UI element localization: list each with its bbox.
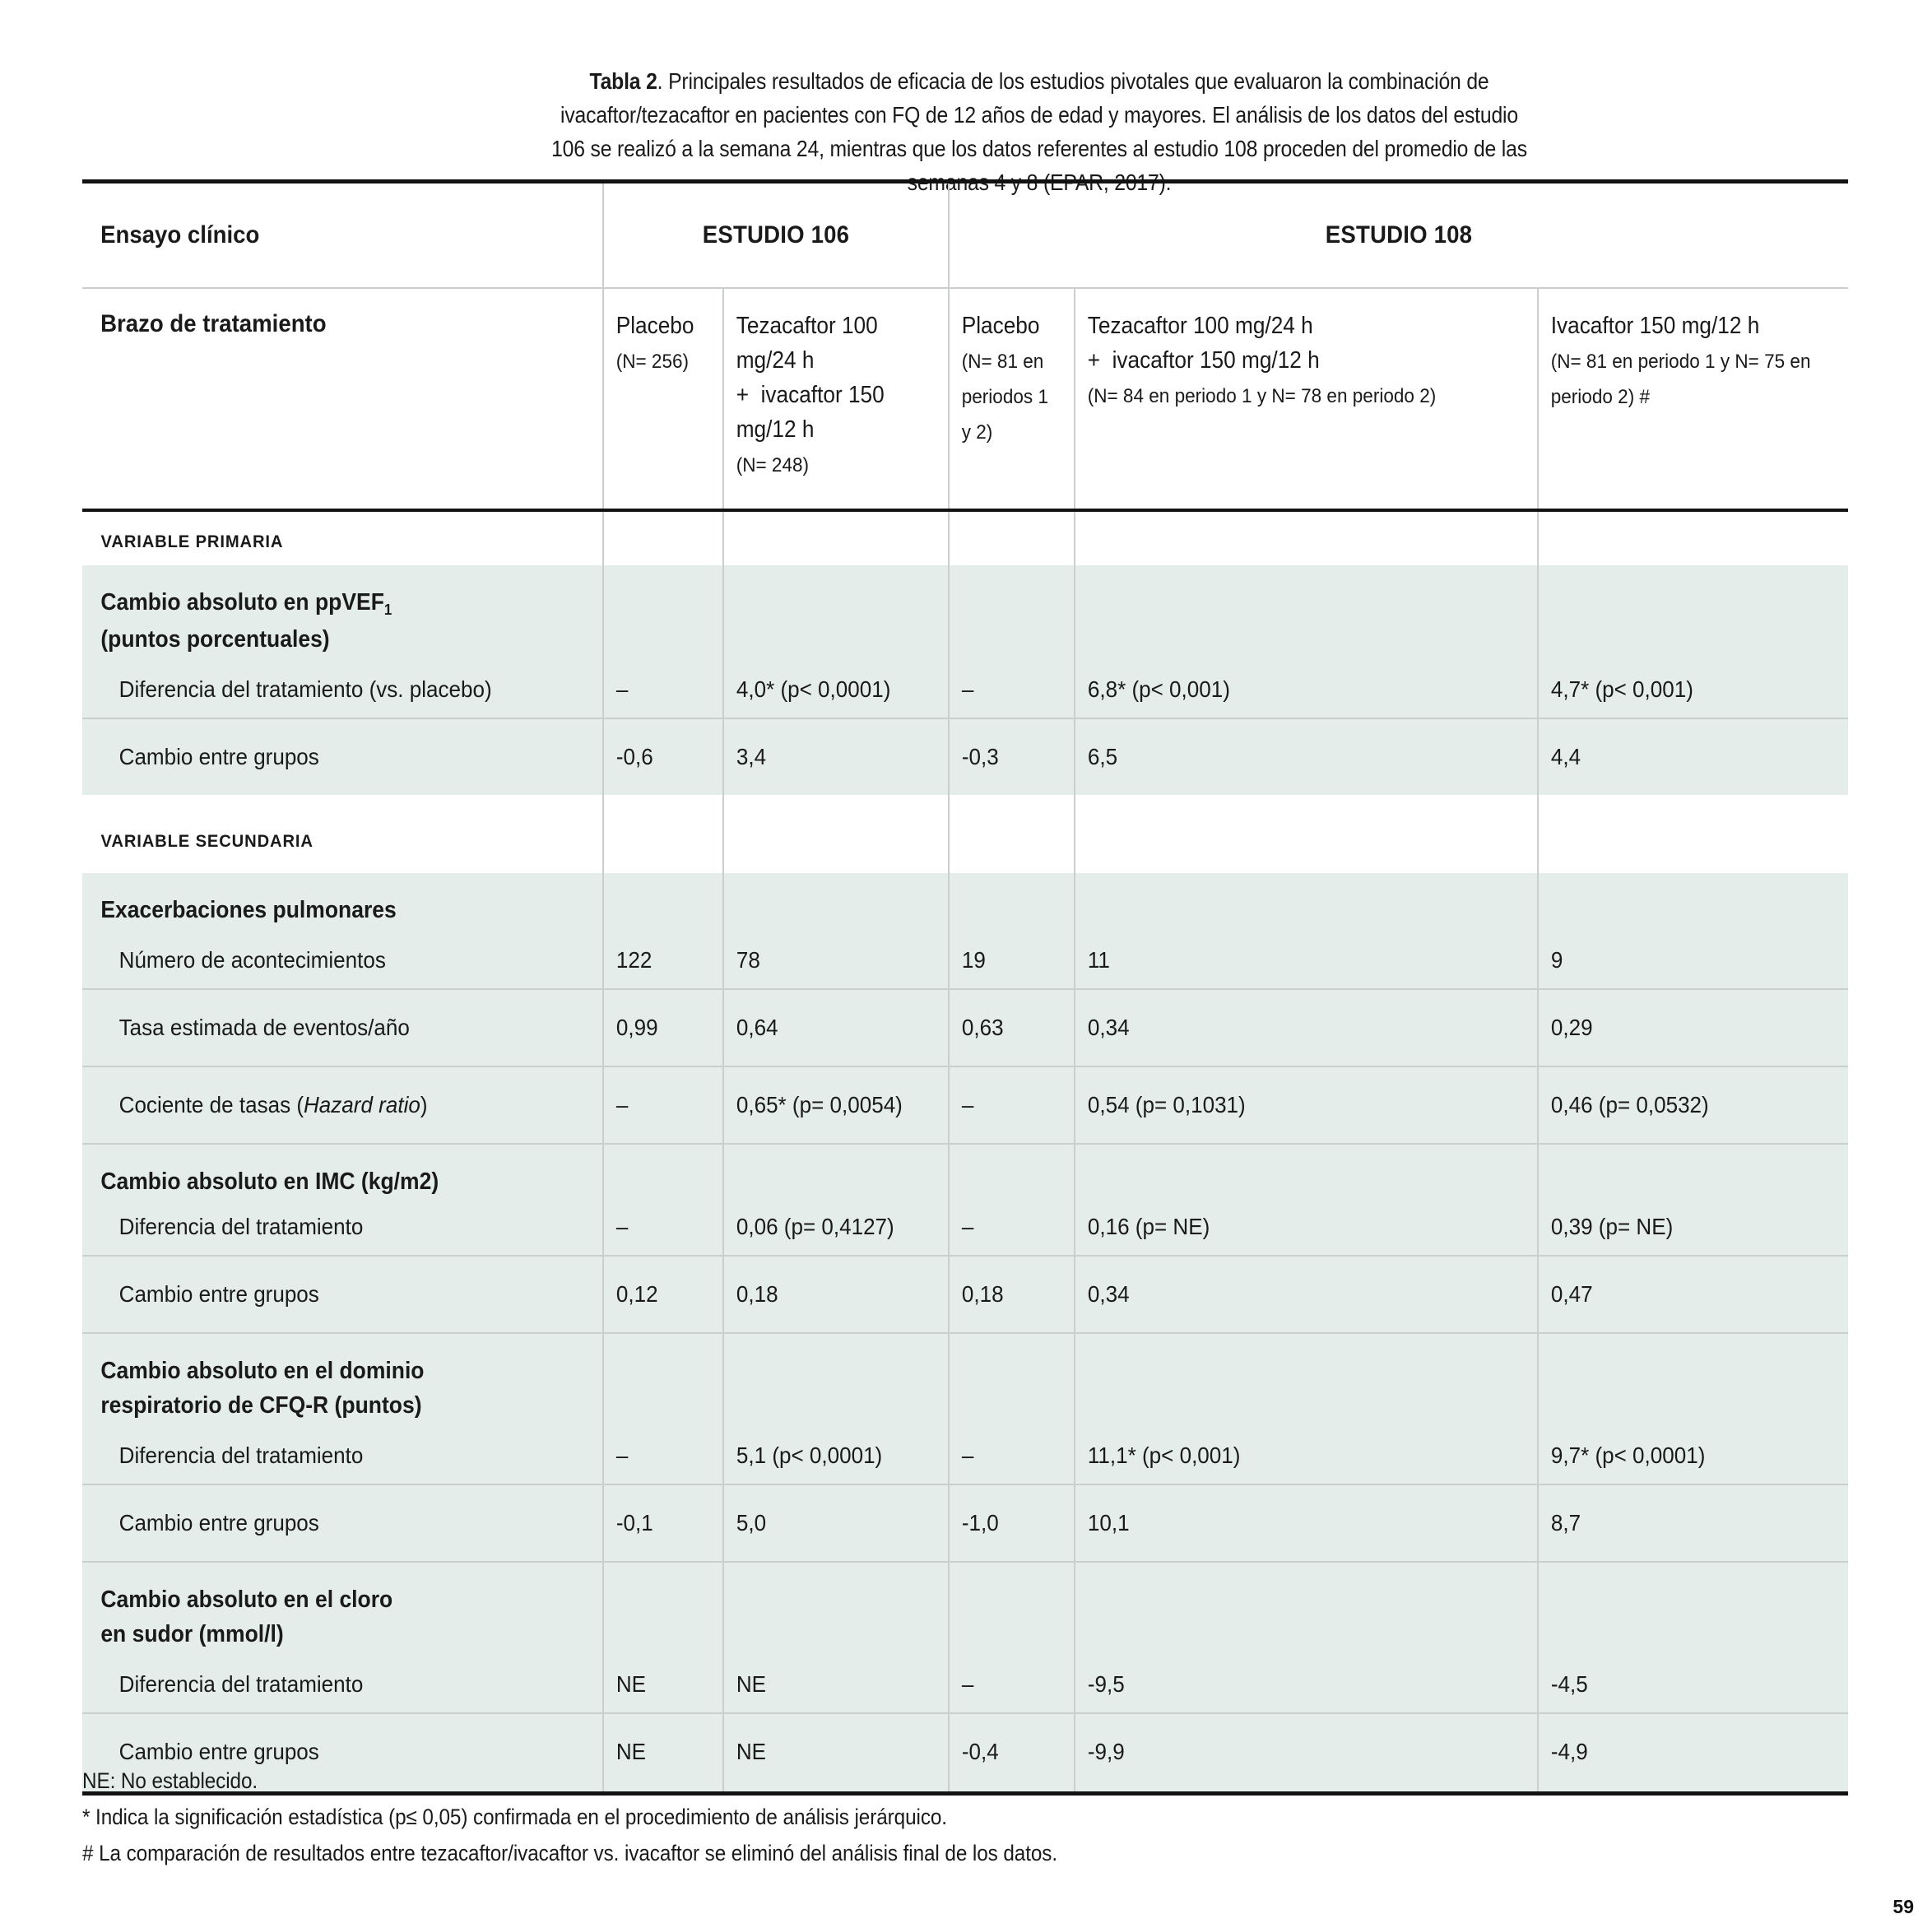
row-label-cell — [82, 718, 603, 795]
spacer-cell — [1075, 1333, 1538, 1428]
spacer-cell — [603, 1144, 723, 1199]
row-value-cell — [949, 1066, 1075, 1144]
row-value: – — [615, 676, 629, 702]
row-value: -1,0 — [961, 1510, 999, 1535]
section-heading-primaria: VARIABLE PRIMARIA — [82, 512, 571, 565]
row-label-cell — [82, 932, 603, 989]
arm-1-name: Tezacaftor 100 mg/24 h + ivacaftor 150 mg/12 h — [736, 313, 885, 443]
row-value: NE — [615, 1739, 647, 1764]
table-row — [82, 1256, 1848, 1333]
row-value: NE — [736, 1739, 767, 1764]
spacer-cell — [603, 565, 723, 662]
row-label: Diferencia del tratamiento (vs. placebo) — [118, 676, 492, 702]
spacer-cell — [1538, 510, 1848, 565]
row-value: 4,0* (p< 0,0001) — [736, 676, 891, 702]
study-108-label: ESTUDIO 108 — [1325, 221, 1473, 249]
row-value: 3,4 — [736, 744, 767, 769]
row-value-cell — [723, 1656, 949, 1713]
arm-3-n: (N= 84 en periodo 1 y N= 78 en periodo 2) — [1087, 385, 1437, 407]
row-value: – — [961, 1214, 974, 1239]
arm-cell-2 — [949, 288, 1075, 510]
row-value-cell — [723, 1199, 949, 1256]
spacer-cell — [603, 510, 723, 565]
spacer-cell — [1075, 510, 1538, 565]
section-heading-row-primaria — [82, 510, 1848, 565]
row-value: 0,34 — [1087, 1015, 1130, 1040]
page-number: 59 — [1893, 1896, 1914, 1917]
row-value-cell — [1075, 1656, 1538, 1713]
spacer-cell — [1075, 795, 1538, 873]
row-value-cell — [1075, 1484, 1538, 1562]
group-title-row-imc — [82, 1144, 1848, 1199]
row-value: 8,7 — [1550, 1510, 1581, 1535]
row-value-cell — [1538, 989, 1848, 1066]
row-value: 9,7* (p< 0,0001) — [1550, 1443, 1706, 1468]
spacer-cell — [1075, 565, 1538, 662]
row-label-prefix: Cociente de tasas ( — [118, 1092, 304, 1117]
row-value: 6,8* (p< 0,001) — [1087, 676, 1230, 702]
spacer-cell — [1538, 873, 1848, 932]
arm-4-name: Ivacaftor 150 mg/12 h — [1550, 313, 1760, 339]
group-title-cell — [82, 873, 603, 932]
row-label-cell — [82, 1656, 603, 1713]
row-label: Número de acontecimientos — [118, 947, 386, 973]
row-value: 5,0 — [736, 1510, 767, 1535]
row-value: -0,6 — [615, 744, 653, 769]
section-heading-secundaria: VARIABLE SECUNDARIA — [82, 795, 571, 873]
row-value: – — [961, 1443, 974, 1468]
row-label-cell — [82, 1199, 603, 1256]
row-value: NE — [615, 1671, 647, 1697]
arm-0-n: (N= 256) — [615, 351, 690, 373]
ensayo-clinico-label: Ensayo clínico — [100, 221, 260, 249]
row-value-cell — [1075, 932, 1538, 989]
row-value-cell — [1538, 1066, 1848, 1144]
brazo-tratamiento-label: Brazo de tratamiento — [100, 310, 327, 337]
row-value-cell — [723, 1484, 949, 1562]
arm-cell-4 — [1538, 288, 1848, 510]
row-value-cell — [949, 989, 1075, 1066]
row-value-cell — [949, 662, 1075, 718]
arm-2-name: Placebo — [961, 313, 1040, 339]
row-value-cell — [1538, 1428, 1848, 1484]
row-label: Diferencia del tratamiento — [118, 1671, 364, 1697]
row-value: 5,1 (p< 0,0001) — [736, 1443, 883, 1468]
row-label: Diferencia del tratamiento — [118, 1214, 364, 1239]
row-value: -0,4 — [961, 1739, 999, 1764]
spacer-cell — [949, 1562, 1075, 1656]
arm-cell-0 — [603, 288, 723, 510]
spacer-cell — [603, 1333, 723, 1428]
row-value: -9,5 — [1087, 1671, 1125, 1697]
spacer-cell — [723, 795, 949, 873]
spacer-cell — [723, 1144, 949, 1199]
row-value: 78 — [736, 947, 760, 973]
study-106-label: ESTUDIO 106 — [702, 221, 850, 249]
row-value: – — [615, 1214, 629, 1239]
group-title-cloro-line2: en sudor (mmol/l) — [100, 1621, 284, 1647]
row-value: 11,1* (p< 0,001) — [1087, 1443, 1241, 1468]
row-value-cell — [1075, 1428, 1538, 1484]
row-value-cell — [1538, 932, 1848, 989]
row-label-suffix: ) — [420, 1092, 428, 1117]
table-row — [82, 662, 1848, 718]
arm-1-n: (N= 248) — [736, 454, 810, 476]
row-value: 0,34 — [1087, 1281, 1130, 1307]
group-title-row-ppvef1 — [82, 565, 1848, 662]
row-value-cell — [723, 1428, 949, 1484]
row-value-cell — [1075, 1066, 1538, 1144]
spacer-cell — [1538, 795, 1848, 873]
study-106-header — [603, 182, 949, 289]
table-row — [82, 718, 1848, 795]
row-value: 0,63 — [961, 1015, 1004, 1040]
group-title-ppvef1-line1: Cambio absoluto en ppVEF — [100, 589, 384, 616]
row-value-cell — [603, 1428, 723, 1484]
spacer-cell — [949, 1333, 1075, 1428]
row-label: Tasa estimada de eventos/año — [118, 1015, 410, 1040]
table-row — [82, 1428, 1848, 1484]
table-row — [82, 1484, 1848, 1562]
row-value: – — [961, 1671, 974, 1697]
row-value: NE — [736, 1671, 767, 1697]
row-value-cell — [1075, 1199, 1538, 1256]
table-row — [82, 989, 1848, 1066]
row-value: 0,64 — [736, 1015, 778, 1040]
row-value-cell — [603, 1256, 723, 1333]
row-label: Cambio entre grupos — [118, 1739, 319, 1764]
row-label-cell — [82, 1428, 603, 1484]
row-value: 10,1 — [1087, 1510, 1130, 1535]
row-value-cell — [1538, 718, 1848, 795]
spacer-cell — [603, 795, 723, 873]
table-header-arms — [82, 288, 1848, 510]
row-value: – — [961, 1092, 974, 1117]
row-value-cell — [723, 1256, 949, 1333]
caption-label: Tabla 2 — [589, 68, 657, 94]
spacer-cell — [603, 873, 723, 932]
arm-row-label-cell — [82, 288, 603, 510]
row-value-cell — [603, 989, 723, 1066]
row-value-cell — [723, 989, 949, 1066]
row-value: 6,5 — [1087, 744, 1118, 769]
row-value-cell — [723, 932, 949, 989]
row-value: 0,18 — [736, 1281, 778, 1307]
row-value: 0,65* (p= 0,0054) — [736, 1092, 903, 1117]
table-row — [82, 1066, 1848, 1144]
row-value: 0,12 — [615, 1281, 658, 1307]
row-value: 4,4 — [1550, 744, 1581, 769]
arm-4-n: (N= 81 en periodo 1 y N= 75 en periodo 2) # — [1550, 351, 1811, 408]
row-value: -0,1 — [615, 1510, 653, 1535]
spacer-cell — [603, 1562, 723, 1656]
row-value: – — [615, 1443, 629, 1468]
arm-0-name: Placebo — [615, 313, 694, 339]
group-title-ppvef1-subscript: 1 — [383, 601, 392, 618]
row-label: Cambio entre grupos — [118, 1510, 319, 1535]
spacer-cell — [723, 565, 949, 662]
group-title-cloro-line1: Cambio absoluto en el cloro — [100, 1587, 393, 1613]
row-value-cell — [1538, 1656, 1848, 1713]
arm-3-name: Tezacaftor 100 mg/24 h + ivacaftor 150 mg/12 h — [1087, 313, 1320, 374]
row-label: Cambio entre grupos — [118, 1281, 319, 1307]
row-value-cell — [1075, 1256, 1538, 1333]
spacer-cell — [949, 795, 1075, 873]
row-value-cell — [1075, 989, 1538, 1066]
row-value-cell — [603, 1656, 723, 1713]
group-title-cell — [82, 1562, 603, 1656]
row-value-cell — [949, 1199, 1075, 1256]
row-value: – — [615, 1092, 629, 1117]
caption-text: . Principales resultados de eficacia de los estudios pivotales que evaluaron la combinación de ivacaftor/tezacaftor en pacientes con FQ de 12 años de edad y mayores. El análisis de los datos del estudio 106 se realizó a la semana 24, mientras que los datos referentes al estudio 108 proceden del promedio de las semanas 4 y 8 (EPAR, 2017). — [551, 68, 1527, 195]
row-value-cell — [723, 1066, 949, 1144]
row-value-cell — [603, 662, 723, 718]
group-title-cfqr-line2: respiratorio de CFQ-R (puntos) — [100, 1392, 422, 1419]
row-label-cell — [82, 1256, 603, 1333]
row-label-italic: Hazard ratio — [304, 1092, 420, 1117]
group-title-exacerbaciones: Exacerbaciones pulmonares — [100, 897, 397, 923]
spacer-cell — [723, 1562, 949, 1656]
row-value-cell — [1538, 1484, 1848, 1562]
results-table — [82, 179, 1848, 1796]
spacer-cell — [1075, 1562, 1538, 1656]
row-value-cell — [603, 718, 723, 795]
spacer-cell — [723, 510, 949, 565]
section-heading-cell — [82, 510, 603, 565]
row-value: 0,47 — [1550, 1281, 1593, 1307]
arm-cell-3 — [1075, 288, 1538, 510]
row-value-cell — [723, 662, 949, 718]
spacer-cell — [1075, 1144, 1538, 1199]
row-value-cell — [1538, 1199, 1848, 1256]
spacer-cell — [1538, 1144, 1848, 1199]
row-label-cell — [82, 989, 603, 1066]
group-title-imc: Cambio absoluto en IMC (kg/m2) — [100, 1168, 439, 1195]
row-value: 0,16 (p= NE) — [1087, 1214, 1210, 1239]
group-title-cfqr-line1: Cambio absoluto en el dominio — [100, 1358, 425, 1384]
row-value: 19 — [961, 947, 986, 973]
section-heading-row-secundaria — [82, 795, 1848, 873]
group-title-ppvef1-line2: (puntos porcentuales) — [100, 626, 330, 653]
spacer-cell — [723, 1333, 949, 1428]
row-value: 9 — [1550, 947, 1563, 973]
header-row-label-cell — [82, 182, 603, 289]
row-value-cell — [603, 1199, 723, 1256]
footnote-asterisk: * Indica la significación estadística (p≤ 0,05) confirmada en el procedimiento de análisis jerárquico. — [82, 1805, 947, 1829]
row-value-cell — [603, 1066, 723, 1144]
row-value: 0,39 (p= NE) — [1550, 1214, 1674, 1239]
spacer-cell — [949, 510, 1075, 565]
spacer-cell — [949, 565, 1075, 662]
group-title-row-cfqr — [82, 1333, 1848, 1428]
row-value-cell — [949, 1428, 1075, 1484]
row-value: 0,18 — [961, 1281, 1004, 1307]
study-108-header — [949, 182, 1848, 289]
row-value: -4,9 — [1550, 1739, 1588, 1764]
group-title-row-exacerbaciones — [82, 873, 1848, 932]
table-row — [82, 932, 1848, 989]
row-value-cell — [949, 1484, 1075, 1562]
spacer-cell — [1538, 1333, 1848, 1428]
row-value: 0,29 — [1550, 1015, 1593, 1040]
row-label-cell — [82, 1484, 603, 1562]
row-value-cell — [949, 1256, 1075, 1333]
footnote-hash: # La comparación de resultados entre tezacaftor/ivacaftor vs. ivacaftor se eliminó del análisis final de los datos. — [82, 1841, 1058, 1865]
table-footnotes — [82, 1763, 1637, 1871]
table-row — [82, 1656, 1848, 1713]
table-header-studies — [82, 182, 1848, 289]
row-value: 0,46 (p= 0,0532) — [1550, 1092, 1709, 1117]
row-value: -9,9 — [1087, 1739, 1125, 1764]
row-value-cell — [603, 1484, 723, 1562]
row-value: 0,99 — [615, 1015, 658, 1040]
row-label: Cambio entre grupos — [118, 744, 319, 769]
row-value-cell — [1075, 718, 1538, 795]
spacer-cell — [1538, 565, 1848, 662]
results-table-wrapper — [82, 179, 1848, 1796]
row-value-cell — [949, 932, 1075, 989]
spacer-cell — [949, 873, 1075, 932]
arm-2-n: (N= 81 en periodos 1 y 2) — [961, 351, 1048, 444]
row-value-cell — [723, 718, 949, 795]
group-title-cell — [82, 1144, 603, 1199]
row-value: -4,5 — [1550, 1671, 1588, 1697]
row-value: – — [961, 676, 974, 702]
group-title-cell — [82, 1333, 603, 1428]
table-row — [82, 1199, 1848, 1256]
row-value-cell — [603, 932, 723, 989]
row-value: 0,06 (p= 0,4127) — [736, 1214, 894, 1239]
group-title-cell — [82, 565, 603, 662]
row-value: 0,54 (p= 0,1031) — [1087, 1092, 1246, 1117]
section-heading-cell — [82, 795, 603, 873]
row-value-cell — [949, 1656, 1075, 1713]
row-label-cell — [82, 1066, 603, 1144]
row-label: Diferencia del tratamiento — [118, 1443, 364, 1468]
footnote-ne: NE: No establecido. — [82, 1768, 258, 1793]
spacer-cell — [949, 1144, 1075, 1199]
group-title-row-cloro — [82, 1562, 1848, 1656]
spacer-cell — [723, 873, 949, 932]
arm-cell-1 — [723, 288, 949, 510]
row-label-cell — [82, 662, 603, 718]
row-value-cell — [1538, 662, 1848, 718]
row-value: 11 — [1087, 947, 1110, 973]
spacer-cell — [1075, 873, 1538, 932]
row-value-cell — [949, 718, 1075, 795]
row-value: 122 — [615, 947, 653, 973]
spacer-cell — [1538, 1562, 1848, 1656]
row-value: 4,7* (p< 0,001) — [1550, 676, 1693, 702]
row-value-cell — [1075, 662, 1538, 718]
row-value-cell — [1538, 1256, 1848, 1333]
row-value: -0,3 — [961, 744, 999, 769]
